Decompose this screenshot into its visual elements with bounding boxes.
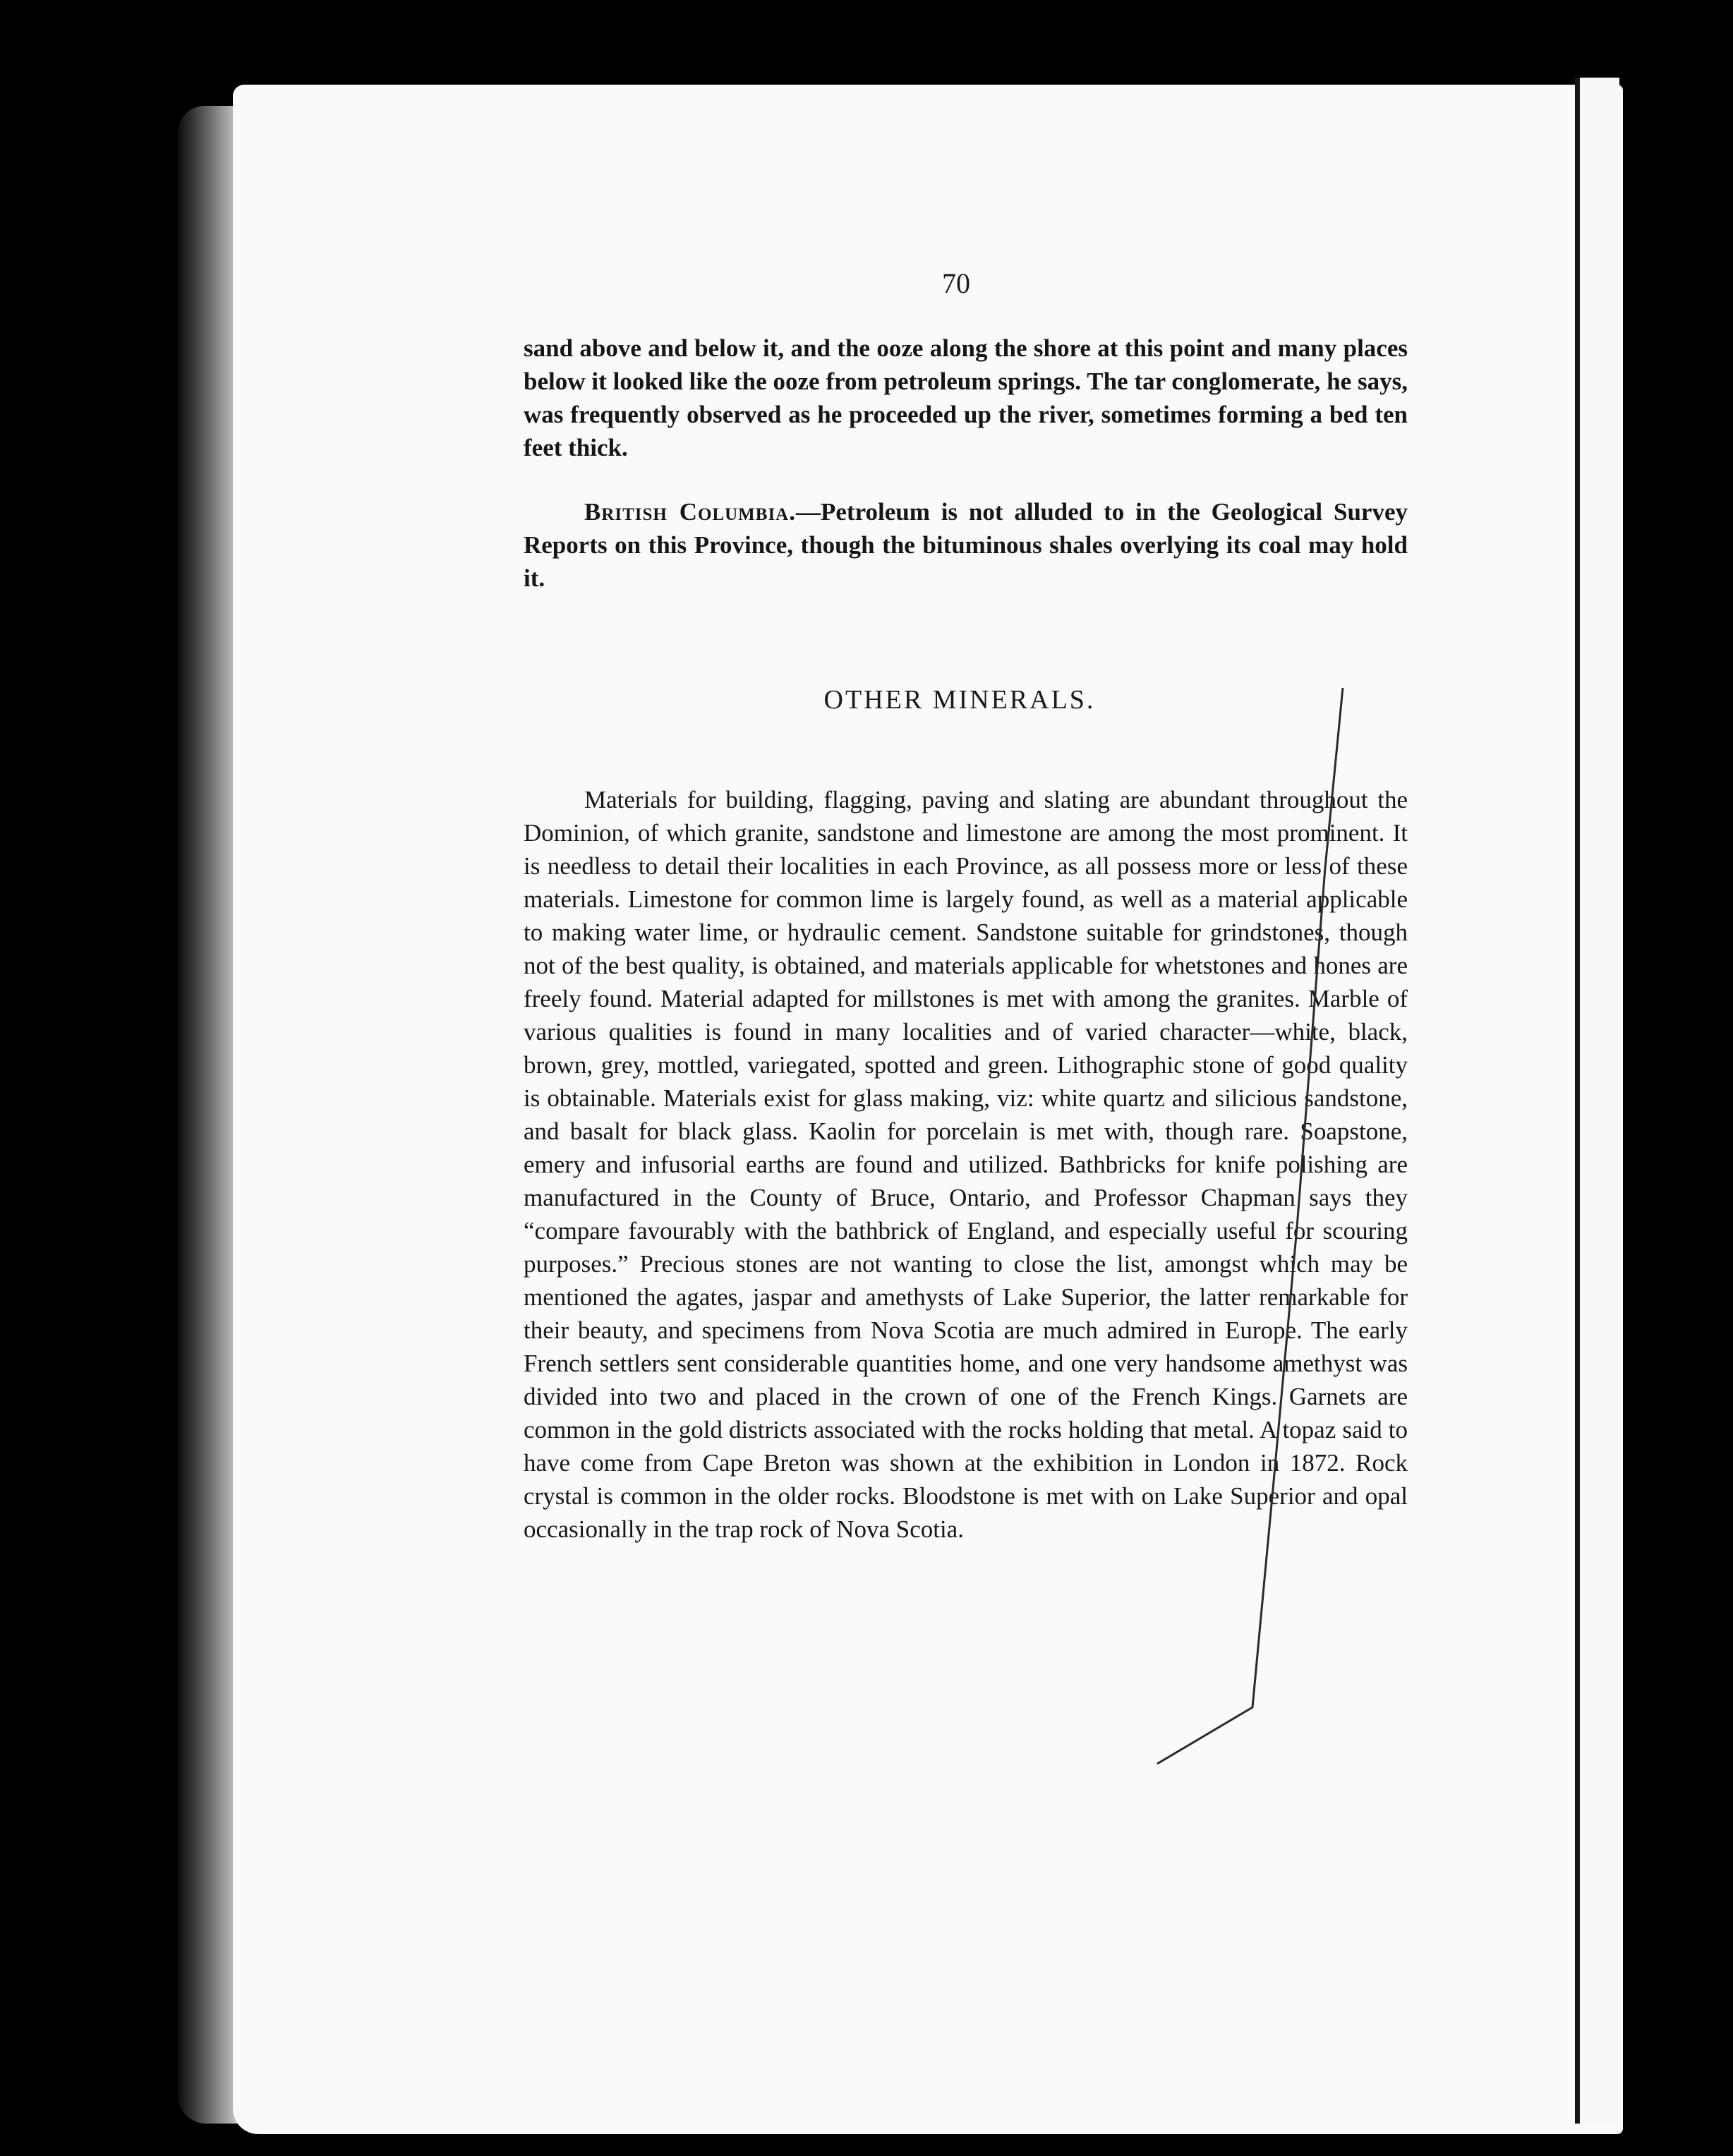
paragraph-petroleum-continued: sand above and below it, and the ooze along the shore at this point and many places below it looked like the ooze from petroleum springs. The tar conglomerate, he says, was frequently observed as he proceeded up the river, sometimes forming a bed ten feet thick. bbox=[524, 334, 1408, 461]
paragraph-lead-in: British Columbia. bbox=[584, 498, 796, 526]
paragraph-body: —Petroleum is not alluded to in the Geological Survey Reports on this Province, though the bituminous shales overlying its coal may hold it. bbox=[524, 498, 1408, 592]
section-heading: OTHER MINERALS. bbox=[823, 685, 1096, 715]
page-number: 70 bbox=[942, 267, 970, 299]
paragraph-other-minerals: Materials for building, flagging, paving and slating are abundant throughout the Dominion, of which granite, sandstone and limestone are among the most prominent. It is needless to detail their localities in each Province, as all possess more or less of these materials. Limestone for common lime is largely found, as well as a material applicable to making water lime, or hydraulic cement. Sandstone suitable for grindstones, though not of the best quality, is obtained, and materials applicable for whetstones and hones are freely found. Material adapted for millstones is met with among the granites. Marble of various qualities is found in many localities and of varied character—white, black, brown, grey, mottled, variegated, spotted and green. Lithographic stone of good quality is obtainable. Materials exist for glass making, viz: white quartz and silicious sandstone, and basalt for black glass. Kaolin for porcelain is met with, though rare. Soapstone, emery and infusorial earths are found and utilized. Bathbricks for knife polishing are manufactured in the County of Bruce, Ontario, and Professor Chapman says they “compare favourably with the bathbrick of England, and especially useful for scouring purposes.” Precious stones are not wanting to close the list, amongst which may be mentioned the agates, jaspar and amethysts of Lake Superior, the latter remarkable for their beauty, and specimens from Nova Scotia are much admired in Europe. The early French settlers sent considerable quantities home, and one very handsome amethyst was divided into two and placed in the crown of one of the French Kings. Garnets are common in the gold districts associated with the rocks holding that metal. A topaz said to have come from Cape Breton was shown at the exhibition in London in 1872. Rock crystal is common in the older rocks. Bloodstone is met with on Lake Superior and opal occasionally in the trap rock of Nova Scotia. bbox=[524, 786, 1408, 1543]
